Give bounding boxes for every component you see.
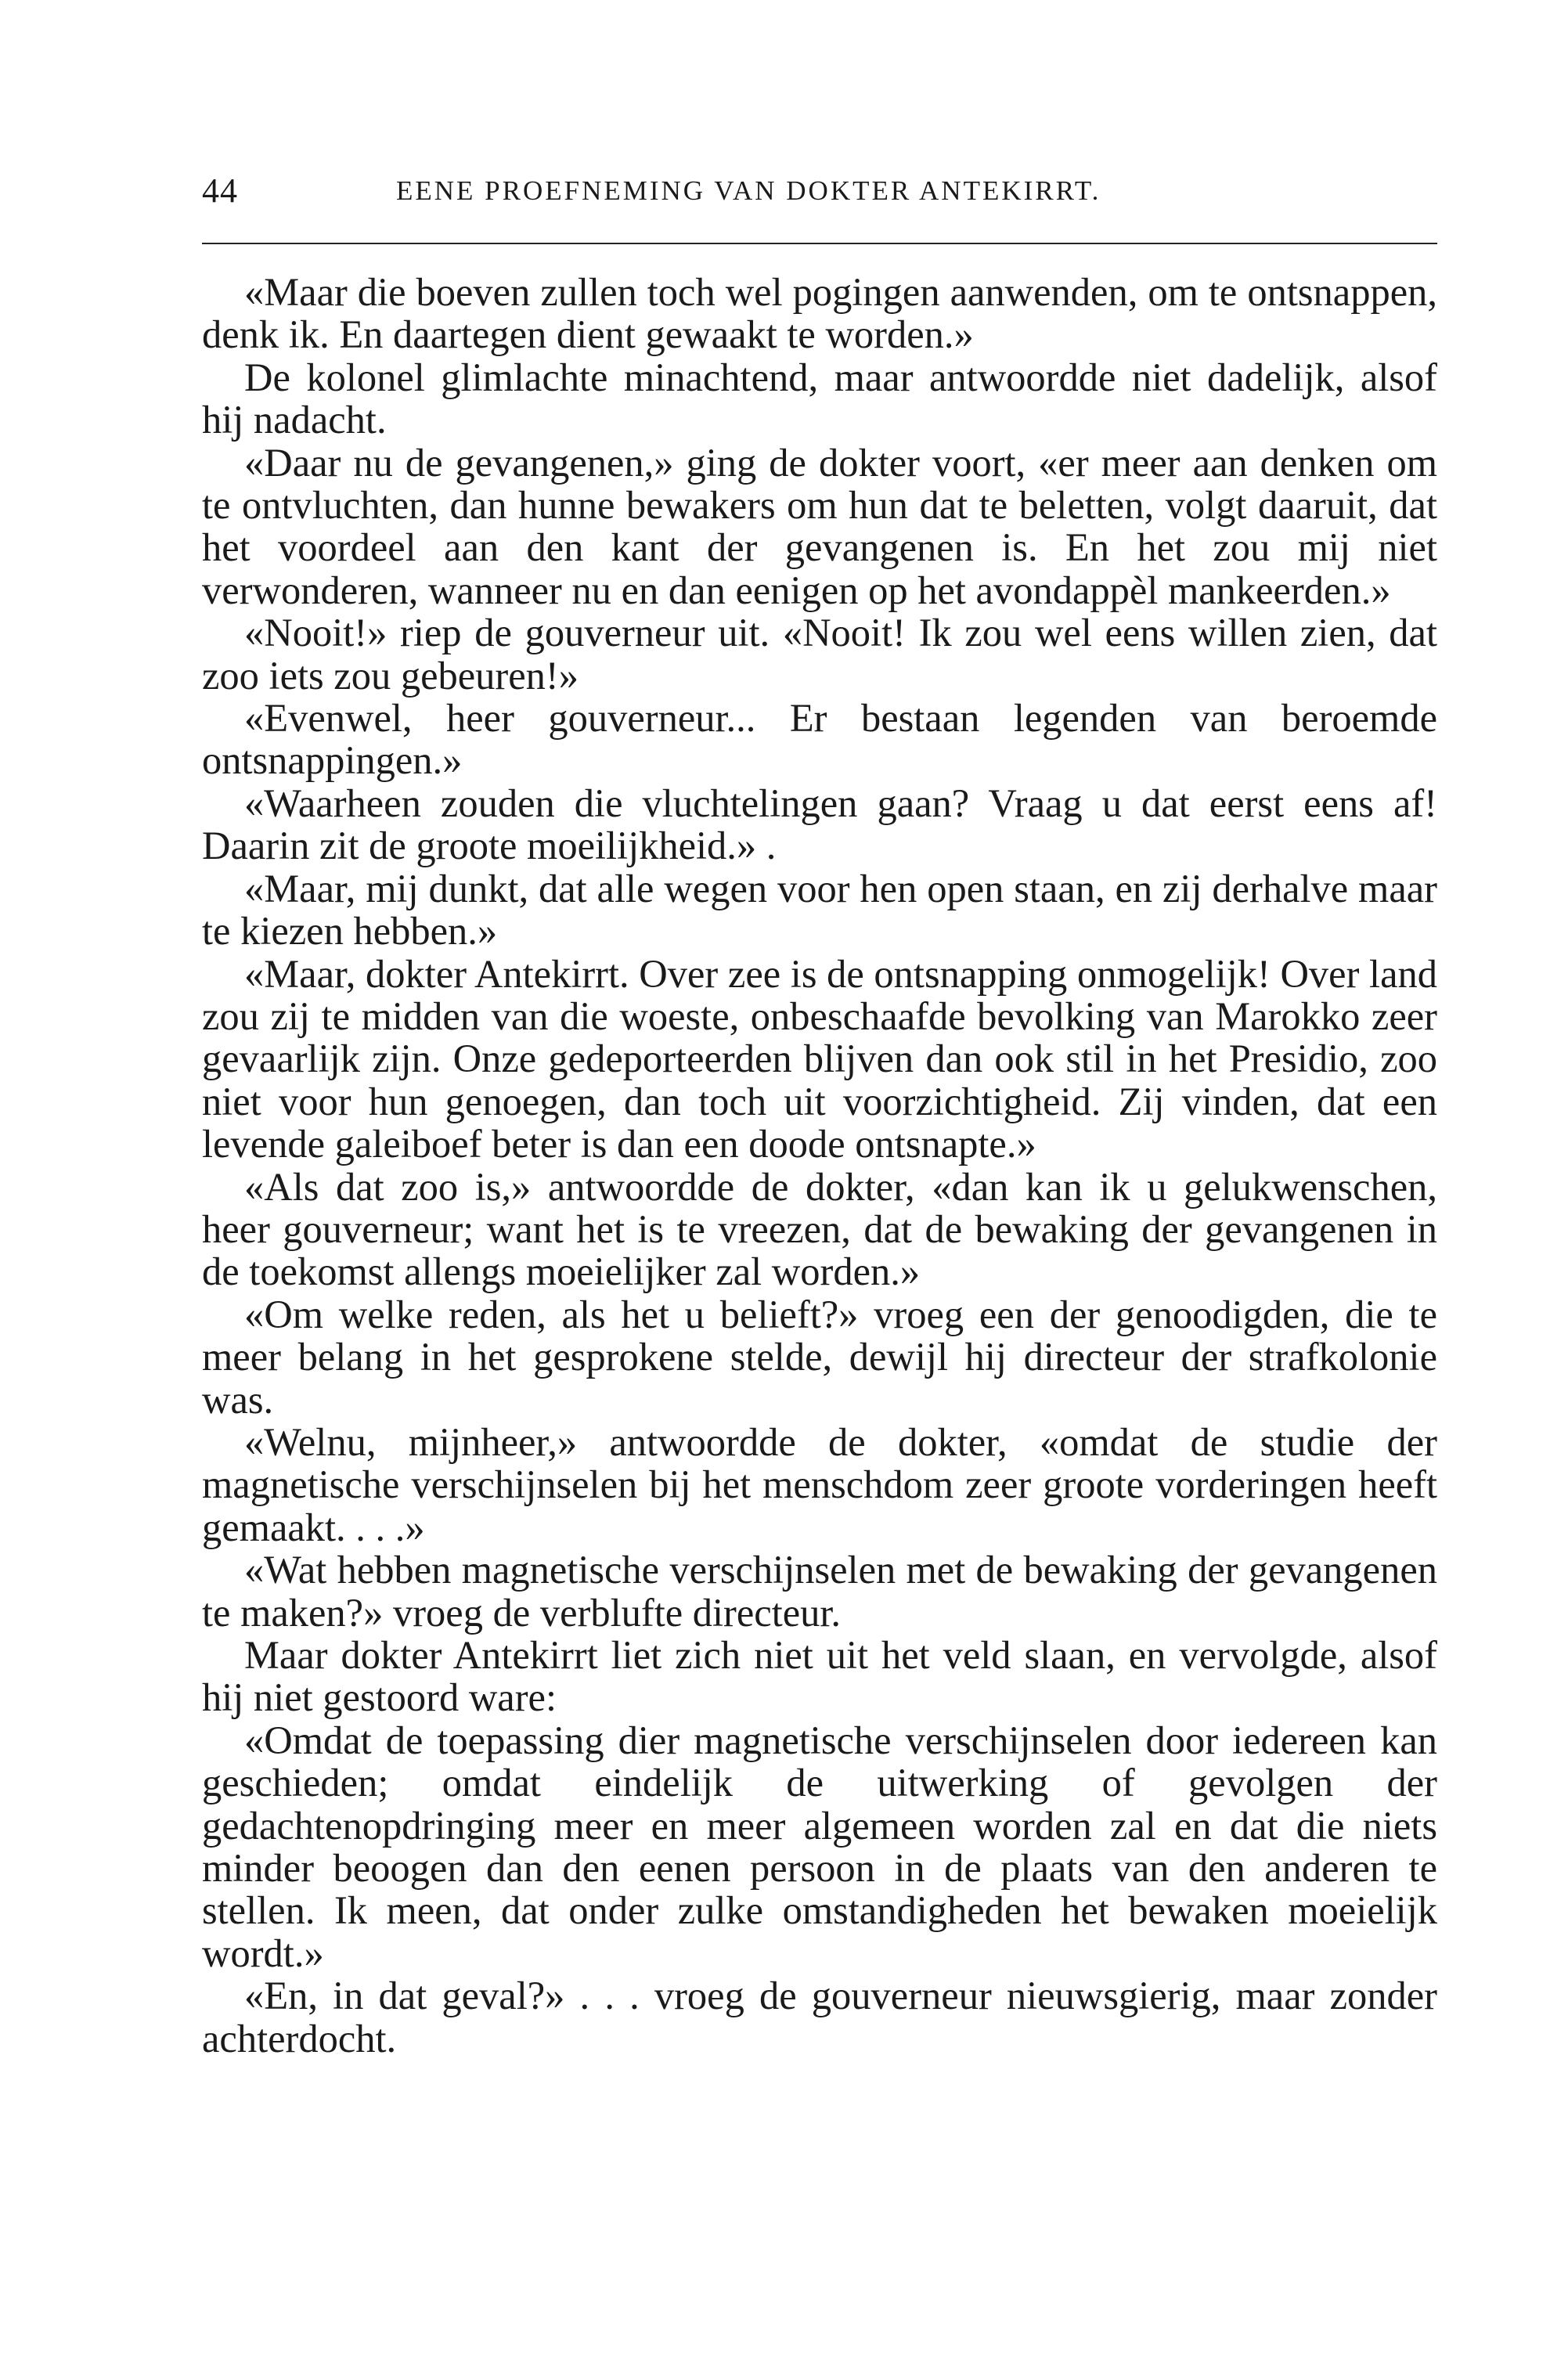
paragraph: «Om welke reden, als het u belieft?» vroeg een der genoodigden, die te meer belang in het gesprokene stelde, dewijl hij directeur der strafkolonie was.: [202, 1292, 1437, 1422]
header-rule: [202, 243, 1437, 244]
paragraph: «Maar, dokter Antekirrt. Over zee is de ontsnapping onmogelijk! Over land zou zij te midden van die woeste, onbeschaafde bevolking van Marokko zeer gevaarlijk zijn. Onze gedeporteerden blijven dan ook stil in het Presidio, zoo niet voor hun genoegen, dan toch uit voorzichtigheid. Zij vinden, dat een levende galeiboef beter is dan een doode ontsnapte.»: [202, 951, 1437, 1166]
paragraph: «Nooit!» riep de gouverneur uit. «Nooit! Ik zou wel eens willen zien, dat zoo iets zou gebeuren!»: [202, 611, 1437, 698]
running-title: EENE PROEFNEMING VAN DOKTER ANTEKIRRT.: [396, 175, 1101, 206]
paragraph: «Maar die boeven zullen toch wel pogingen aanwenden, om te ontsnappen, denk ik. En daartegen dient gewaakt te worden.»: [202, 270, 1437, 357]
paragraph: «Evenwel, heer gouverneur... Er bestaan legenden van beroemde ontsnappingen.»: [202, 696, 1437, 783]
paragraph: «Omdat de toepassing dier magnetische verschijnselen door iedereen kan geschieden; omdat eindelijk de uitwerking of gevolgen der gedachtenopdringing meer en meer algemeen worden zal en dat die niets minder beoogen dan den eenen persoon in de plaats van den anderen te stellen. Ik meen, dat onder zulke omstandigheden het bewaken moeielijk wordt.»: [202, 1718, 1437, 1975]
page-number: 44: [202, 171, 238, 210]
paragraph: De kolonel glimlachte minachtend, maar antwoordde niet dadelijk, alsof hij nadacht.: [202, 355, 1437, 442]
paragraph: «Waarheen zouden die vluchtelingen gaan? Vraag u dat eerst eens af! Daarin zit de groote moeilijkheid.» .: [202, 781, 1437, 868]
paragraph: «Maar, mij dunkt, dat alle wegen voor hen open staan, en zij derhalve maar te kiezen hebben.»: [202, 866, 1437, 954]
paragraph: «Daar nu de gevangenen,» ging de dokter voort, «er meer aan denken om te ontvluchten, dan hunne bewakers om hun dat te beletten, volgt daaruit, dat het voordeel aan den kant der gevangenen is. En het zou mij niet verwonderen, wanneer nu en dan eenigen op het avondappèl mankeerden.»: [202, 440, 1437, 612]
paragraph: «Wat hebben magnetische verschijnselen met de bewaking der gevangenen te maken?» vroeg de verblufte directeur.: [202, 1548, 1437, 1635]
paragraph: «Welnu, mijnheer,» antwoordde de dokter, «omdat de studie der magnetische verschijnselen bij het menschdom zeer groote vorderingen heeft gemaakt. . . .»: [202, 1419, 1437, 1549]
running-head: [202, 171, 1437, 218]
paragraph: Maar dokter Antekirrt liet zich niet uit het veld slaan, en vervolgde, alsof hij niet gestoord ware:: [202, 1633, 1437, 1720]
body-text: [202, 271, 1437, 2060]
paragraph: «Als dat zoo is,» antwoordde de dokter, «dan kan ik u gelukwenschen, heer gouverneur; want het is te vreezen, dat de bewaking der gevangenen in de toekomst allengs moeielijker zal worden.»: [202, 1164, 1437, 1294]
paragraph: «En, in dat geval?» . . . vroeg de gouverneur nieuwsgierig, maar zonder achterdocht.: [202, 1974, 1437, 2061]
